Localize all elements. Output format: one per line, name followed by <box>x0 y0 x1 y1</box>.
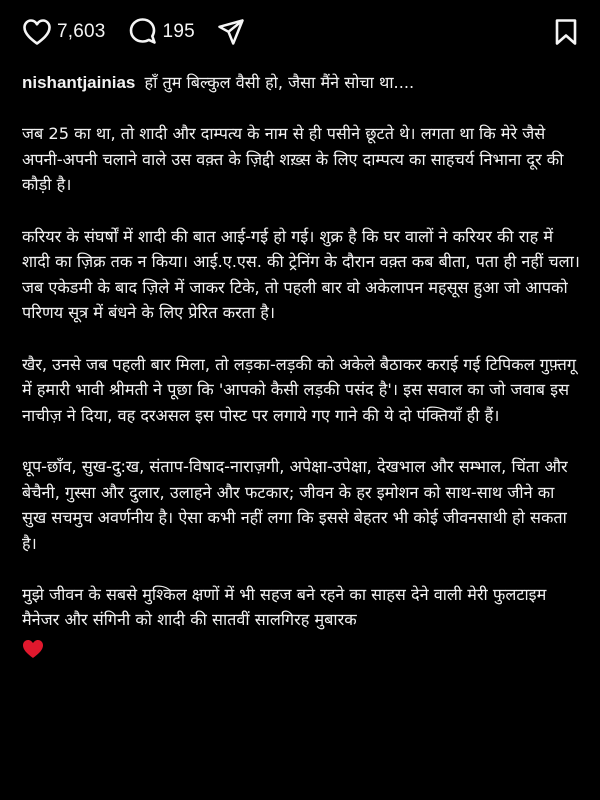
caption-intro <box>22 70 582 96</box>
comment-action <box>128 17 195 47</box>
bookmark-icon[interactable] <box>554 18 578 46</box>
save-action <box>554 18 578 46</box>
share-action <box>217 18 245 46</box>
red-heart-emoji-icon <box>22 639 44 659</box>
caption-paragraph: मुझे जीवन के सबसे मुश्किल क्षणों में भी सहज बने रहने का साहस देने वाली मेरी फुलटाइम मैनेजर और संगिनी को शादी की सातवीं सालगिरह मुबारक <box>22 584 547 630</box>
username[interactable]: nishantjainias <box>22 73 136 92</box>
comment-bubble-icon[interactable] <box>128 17 158 47</box>
caption-paragraph: करियर के संघर्षों में शादी की बात आई-गई हो गई। शुक्र है कि घर वालों ने करियर की राह में शादी का ज़िक्र तक न किया। आई.ए.एस. की ट्रेनिंग के दौरान वक़्त कब बीता, पता ही नहीं चला। जब एकेडमी के बाद ज़िले में जाकर टिके, तो पहली बार वो अकेलापन महसूस हुआ जो आपको परिणय सूत्र में बंधने के लिए प्रेरित करता है। <box>22 226 580 323</box>
paper-plane-icon[interactable] <box>217 18 245 46</box>
comment-count[interactable]: 195 <box>162 21 195 42</box>
post-caption <box>22 70 582 659</box>
heart-outline-icon[interactable] <box>22 18 52 46</box>
caption-paragraph: खैर, उनसे जब पहली बार मिला, तो लड़का-लड़की को अकेले बैठाकर कराई गई टिपिकल गुफ़्तगू में हमारी भावी श्रीमती ने पूछा कि 'आपको कैसी लड़की पसंद है'। इस सवाल का जो जवाब इस नाचीज़ ने दिया, वह दरअसल इस पोस्ट पर लगाये गए गाने की ये दो पंक्तियाँ ही हैं। <box>22 354 576 425</box>
caption-intro-text: हाँ तुम बिल्कुल वैसी हो, जैसा मैंने सोचा था.... <box>144 73 415 92</box>
like-action <box>22 18 106 46</box>
like-count[interactable]: 7,603 <box>57 21 106 42</box>
caption-paragraph: धूप-छाँव, सुख-दु:ख, संताप-विषाद-नाराज़गी, अपेक्षा-उपेक्षा, देखभाल और सम्भाल, चिंता और बेचैनी, गुस्सा और दुलार, उलाहने और फटकार; जीवन के हर इमोशन को साथ-साथ जीने का सुख सचमुच अवर्णनीय है। ऐसा कभी नहीं लगा कि इससे बेहतर भी कोई जीवनसाथी हो सकता है। <box>22 456 568 553</box>
caption-paragraph: जब 25 का था, तो शादी और दाम्पत्य के नाम से ही पसीने छूटते थे। लगता था कि मेरे जैसे अपनी-अपनी चलाने वाले उस वक़्त के ज़िद्दी शख़्स के लिए दाम्पत्य का साहचर्य निभाना दूर की कौड़ी है। <box>22 124 564 195</box>
post-action-bar <box>22 12 578 52</box>
